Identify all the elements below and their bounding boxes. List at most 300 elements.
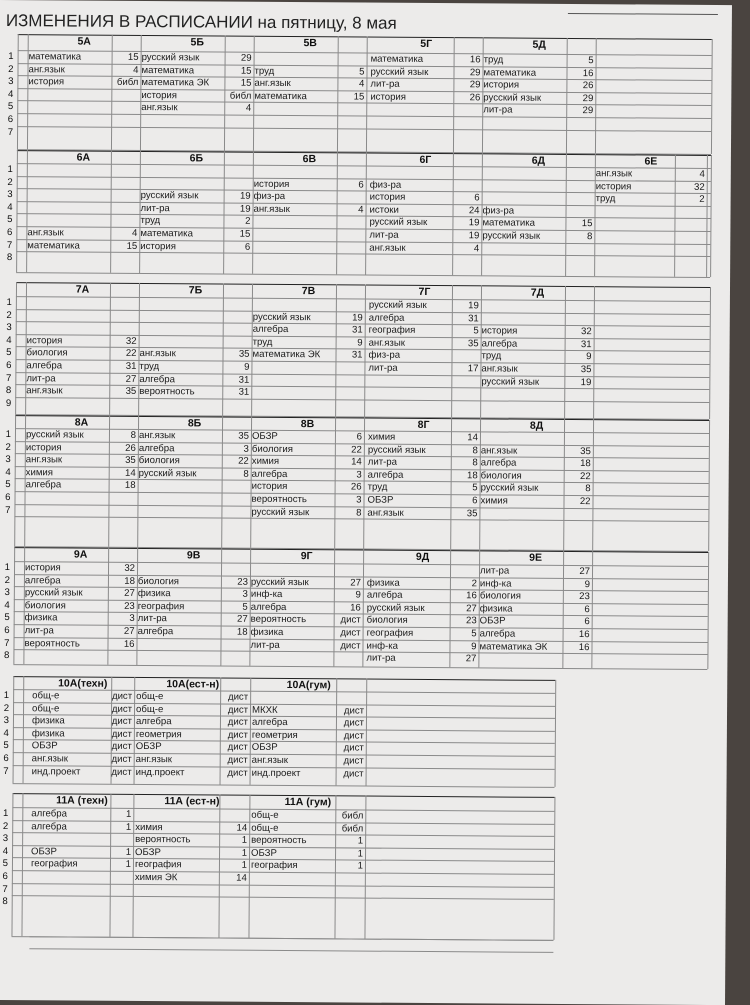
row-number: 6 [2,625,10,638]
room-cell: библ [111,77,140,90]
row-number: 2 [2,575,10,588]
row-number: 3 [5,76,13,89]
room-cell: 16 [454,54,483,67]
block-bottom-line [16,272,710,278]
class-header: 6В [253,153,366,166]
block-bottom-line [13,664,707,670]
row-number: 1 [4,297,12,310]
subject-cell: алгебра [31,821,109,834]
row-number: 4 [1,728,9,741]
row-number: 2 [1,703,9,716]
subject-cell: биология [139,455,221,468]
subject-cell: алгебра [253,324,335,337]
room-cell: 14 [219,822,249,835]
subject-cell: биология [25,600,107,613]
column-line [594,154,596,276]
subject-cell: труд [140,215,222,228]
subject-cell: труд [484,54,566,67]
room-cell: 4 [337,79,366,92]
row-number: 3 [5,189,13,202]
subject-cell: труд [254,65,336,78]
class-header: 11А (ест-н) [134,795,249,808]
subject-cell: алгебра [482,338,564,351]
column-line [595,38,597,153]
subject-cell: русский язык [483,92,565,105]
subject-cell: русский язык [139,468,221,481]
room-cell: 31 [335,350,364,363]
subject-cell: алгебра [26,480,108,493]
subject-cell: анг.язык [136,754,219,767]
subject-cell: анг.язык [139,430,221,443]
subject-cell: лит-ра [370,79,452,92]
row-number: 2 [5,64,13,77]
column-line [553,797,555,940]
row-number: 2 [3,442,11,455]
block-bottom-line [13,783,555,788]
subject-cell: ОБЗР [31,846,109,859]
room-cell: дист [220,767,250,780]
subject-cell: труд [139,361,221,374]
column-line [707,552,709,669]
class-header: 5Б [141,36,254,49]
room-cell: 15 [110,240,139,253]
row-number: 4 [4,335,12,348]
subject-cell: история [596,181,674,194]
header-rule [568,13,718,15]
column-line [591,551,593,668]
class-header: 7В [252,285,365,298]
subject-cell: физика [367,577,449,590]
column-line [451,285,453,417]
room-cell: дист [111,729,134,742]
room-cell: 9 [334,590,363,603]
subject-cell: история [252,481,334,494]
subject-cell: история [26,442,108,455]
room-cell: 24 [452,205,481,218]
subject-cell: химия [26,467,108,480]
room-cell: 3 [108,613,137,626]
room-cell: 6 [563,604,592,617]
subject-cell: алгебра [139,443,221,456]
row-line [12,883,554,888]
room-cell: 31 [336,325,365,338]
subject-cell: русский язык [253,311,335,324]
subject-cell: инф-ка [366,640,448,653]
subject-cell: история [140,241,222,254]
room-cell: дист [111,703,134,716]
subject-cell: химия [135,822,218,835]
column-line [221,417,223,548]
subject-cell: лит-ра [26,373,108,386]
subject-cell: русский язык [142,52,224,65]
room-cell: 1 [110,847,133,860]
room-cell: 4 [224,103,253,116]
subject-cell: биология [26,348,108,361]
row-number: 1 [0,808,8,821]
column-line [15,282,17,414]
subject-cell: вероятность [251,494,333,507]
subject-cell: алгебра [480,628,562,641]
column-line [364,285,366,417]
room-cell: дист [111,754,134,767]
class-header: 11А (техн) [30,794,133,807]
subject-cell: история [141,90,223,103]
subject-cell: история [28,76,110,89]
room-cell: дист [220,717,250,730]
room-cell: 29 [453,67,482,80]
room-cell: 16 [562,642,591,655]
column-line [674,155,676,277]
subject-cell: лит-ра [483,105,565,118]
column-line [27,34,29,149]
class-header: 6Д [482,154,595,167]
row-number: 6 [2,492,10,505]
subject-cell: математика [140,228,222,241]
subject-cell: лит-ра [368,457,450,470]
room-cell: 22 [564,471,593,484]
room-cell: 14 [335,457,364,470]
room-cell: 9 [449,641,478,654]
row-number: 1 [2,562,10,575]
subject-cell: история [483,80,565,93]
subject-cell: математика ЭК [252,349,334,362]
room-cell: дист [336,730,366,743]
subject-cell: география [138,601,220,614]
column-line [14,415,16,546]
trailing-line [29,948,553,953]
row-number: 7 [4,240,12,253]
row-number: 3 [3,454,11,467]
subject-cell: биология [481,470,563,483]
subject-cell: истоки [369,204,451,217]
room-cell: 23 [221,576,250,589]
room-cell: 18 [109,480,138,493]
subject-cell: биология [480,591,562,604]
room-cell: 4 [111,64,140,77]
column-line [13,547,15,664]
column-line [111,35,113,150]
class-header: 8Б [138,417,251,430]
room-cell: 6 [335,431,364,444]
subject-cell: география [367,628,449,641]
class-header: 9Е [479,551,592,564]
room-cell: 1 [335,836,365,849]
class-header: 6Б [140,152,253,165]
subject-cell: физ-ра [482,205,564,218]
subject-cell: геометрия [252,730,335,743]
room-cell: дист [220,692,250,705]
row-number: 8 [3,385,11,398]
room-cell: 35 [452,338,481,351]
column-line [21,793,23,936]
schedule-tables [0,0,732,5]
row-number: 6 [4,227,12,240]
column-line [13,676,15,783]
subject-cell: анг.язык [139,348,221,361]
column-line [593,286,595,418]
row-number: 5 [2,612,10,625]
subject-cell: география [369,325,451,338]
subject-cell: вероятность [24,638,106,651]
subject-cell: инд.проект [32,766,110,779]
row-number: 7 [1,766,9,779]
row-number: 5 [5,101,13,114]
subject-cell: математика [27,240,109,253]
room-cell: библ [335,810,365,823]
class-header: 8В [251,418,364,431]
subject-cell: русский язык [26,429,108,442]
row-line [16,251,710,257]
row-number: 4 [0,846,8,859]
subject-cell: общ-е [136,691,219,704]
room-cell: 35 [109,455,138,468]
subject-cell: ОБЗР [136,741,219,754]
subject-cell: лит-ра [369,230,451,243]
subject-cell: биология [138,576,220,589]
row-number: 3 [2,587,10,600]
column-line [592,419,594,550]
row-number: 5 [3,347,11,360]
room-cell: 31 [452,313,481,326]
room-cell: 29 [566,105,595,118]
subject-cell: геометрия [136,729,219,742]
room-cell: 32 [110,336,139,349]
row-number: 3 [0,833,8,846]
subject-cell: ОБЗР [252,742,335,755]
class-header: 8Д [480,419,593,432]
class-header: 8Г [367,419,480,432]
room-cell: 16 [563,629,592,642]
column-line [555,680,557,787]
column-line [17,34,19,149]
room-cell: дист [111,691,134,704]
room-cell: дист [220,704,250,717]
room-cell: 5 [452,325,481,338]
row-number: 5 [4,214,12,227]
subject-cell: алгебра [139,374,221,387]
row-number: 4 [3,467,11,480]
subject-cell: лит-ра [368,363,450,376]
room-cell: 8 [565,231,594,244]
room-cell: 3 [221,589,250,602]
room-cell: дист [220,729,250,742]
subject-cell: инд.проект [136,767,219,780]
room-cell: 16 [566,68,595,81]
room-cell: 26 [566,80,595,93]
class-header: 9А [24,548,137,561]
class-header: 5Д [483,38,596,51]
row-number: 6 [1,753,9,766]
room-cell: 19 [223,203,252,216]
room-cell: 27 [109,373,138,386]
subject-cell: анг.язык [596,168,674,181]
room-cell: 19 [564,377,593,390]
row-line [15,397,709,403]
subject-cell: инд.проект [252,767,335,780]
room-cell: дист [333,640,362,653]
subject-cell: история [370,192,452,205]
subject-cell: анг.язык [32,753,110,766]
room-cell: 23 [563,591,592,604]
column-line [565,154,567,276]
room-cell: 19 [452,218,481,231]
room-cell: 17 [451,363,480,376]
subject-cell: ОБЗР [32,741,110,754]
room-cell: дист [336,718,366,731]
subject-cell: математика ЭК [141,77,223,90]
room-cell: 9 [564,351,593,364]
room-cell: 1 [335,848,365,861]
subject-cell: общ-е [251,822,334,835]
subject-cell: труд [481,351,563,364]
column-line [710,155,712,277]
row-line [17,126,711,132]
subject-cell: русский язык [482,230,564,243]
column-line [137,416,139,547]
column-line [364,796,366,939]
room-cell: 31 [565,339,594,352]
room-cell: 6 [453,192,482,205]
column-line [711,39,713,154]
room-cell: 35 [222,431,251,444]
room-cell: 22 [563,496,592,509]
column-line [26,150,28,272]
room-cell: 15 [337,91,366,104]
room-cell: 19 [224,191,253,204]
subject-cell: вероятность [139,386,221,399]
room-cell: 6 [223,241,252,254]
subject-cell: математика [141,65,223,78]
room-cell: 18 [221,627,250,640]
room-cell: 31 [222,374,251,387]
row-number: 3 [4,322,12,335]
subject-cell: анг.язык [26,385,108,398]
subject-cell: алгебра [25,575,107,588]
subject-cell: русский язык [251,576,333,589]
subject-cell: анг.язык [369,242,451,255]
room-cell: 19 [452,230,481,243]
subject-cell: химия [368,432,450,445]
room-cell: дист [111,741,134,754]
subject-cell: русский язык [369,300,451,313]
room-cell: 22 [335,444,364,457]
room-cell: 27 [449,653,478,666]
subject-cell: математика ЭК [479,641,561,654]
subject-cell: биология [252,443,334,456]
subject-cell: физ-ра [254,191,336,204]
room-cell: 15 [223,229,252,242]
row-number: 2 [5,177,13,190]
row-line [17,113,711,119]
room-cell: 8 [451,457,480,470]
class-header: 5А [28,35,141,48]
subject-cell: лит-ра [480,565,562,578]
row-number: 1 [6,51,14,64]
room-cell: 6 [563,616,592,629]
room-cell: 9 [563,579,592,592]
subject-cell: вероятность [251,835,334,848]
room-cell: 4 [110,228,139,241]
room-cell: 14 [451,432,480,445]
subject-cell: общ-е [32,690,110,703]
room-cell: 2 [223,216,252,229]
subject-cell: общ-е [136,704,219,717]
row-number: 4 [2,600,10,613]
class-header: 6Е [595,155,707,168]
column-line [110,151,112,273]
subject-cell: ОБЗР [480,616,562,629]
class-header: 9В [137,549,250,562]
room-cell: 35 [109,386,138,399]
room-cell: 1 [110,859,133,872]
subject-cell: анг.язык [254,78,336,91]
class-header: 7Г [368,286,481,299]
room-cell: дист [336,768,366,781]
room-cell: 27 [450,603,479,616]
room-cell: 4 [336,204,365,217]
subject-cell: русский язык [481,483,563,496]
column-line [11,793,13,936]
column-line [366,679,368,786]
room-cell: 35 [564,364,593,377]
trailing-line [29,936,553,941]
subject-cell: лит-ра [366,653,448,666]
row-number: 8 [1,650,9,663]
room-cell: 14 [109,468,138,481]
subject-cell: история [25,562,107,575]
subject-cell: инф-ка [480,578,562,591]
column-line [363,418,365,549]
room-cell: дист [336,755,366,768]
column-line [365,153,367,275]
room-cell: 15 [224,78,253,91]
room-cell: 22 [222,456,251,469]
room-cell: 15 [112,52,141,65]
subject-cell: труд [253,337,335,350]
row-number: 5 [1,740,9,753]
row-number: 6 [5,114,13,127]
room-cell: 23 [108,601,137,614]
row-number: 7 [2,505,10,518]
room-cell: 27 [334,577,363,590]
column-line [709,287,711,419]
subject-cell: физика [25,613,107,626]
room-cell: 27 [221,614,250,627]
subject-cell: алгебра [369,312,451,325]
room-cell: 16 [334,602,363,615]
subject-cell: русский язык [25,587,107,600]
room-cell: 14 [219,873,249,886]
room-cell: 5 [567,55,596,68]
room-cell: дист [336,743,366,756]
subject-cell: алгебра [31,808,109,821]
row-number: 3 [1,715,9,728]
room-cell: 18 [108,575,137,588]
subject-cell: алгебра [252,717,335,730]
room-cell: 29 [566,93,595,106]
room-cell: 32 [108,563,137,576]
subject-cell: лит-ра [138,613,220,626]
room-cell: 6 [337,179,366,192]
subject-cell: алгебра [26,360,108,373]
room-cell: 1 [110,809,133,822]
room-cell: 8 [451,445,480,458]
room-cell: 18 [564,458,593,471]
subject-cell: алгебра [136,716,219,729]
row-number: 7 [1,638,9,651]
subject-cell: общ-е [32,703,110,716]
room-cell: 16 [107,638,136,651]
